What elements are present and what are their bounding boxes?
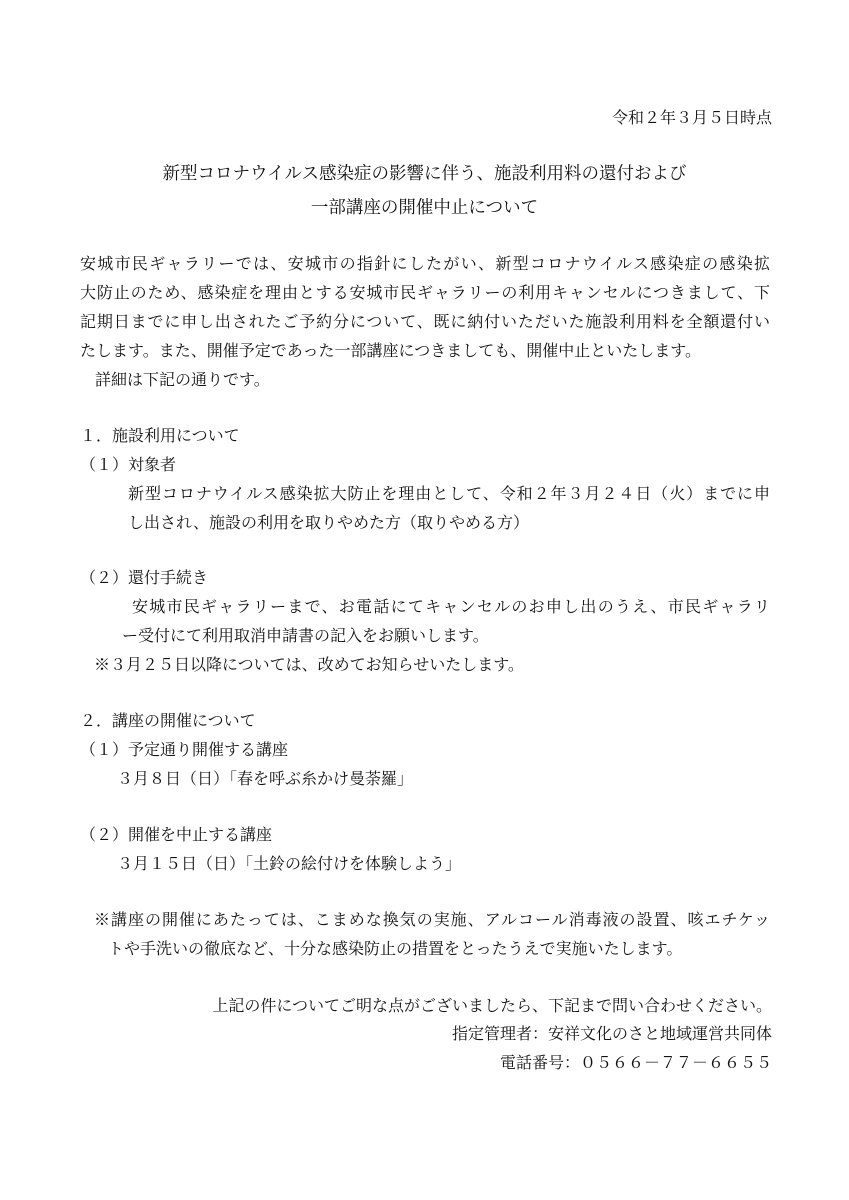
section2-sub2-item: ３月１５日（日）「土鈴の絵付けを体験しよう」 [117,854,462,873]
section1-heading: １．施設利用について [80,426,240,445]
intro-line-1: 安城市民ギャラリーでは、安城市の指針にしたがい、新型コロナウイルス感染症の感染拡 [80,254,770,273]
title-line-2: 一部講座の開催中止について [310,198,539,218]
section1-sub1-line-2: し出され、施設の利用を取りやめた方（取りやめる方） [128,513,529,532]
contact-inquiry: 上記の件についてご明な点がございましたら、下記まで問い合わせください。 [212,996,772,1015]
section1-sub2-line-1: 安城市民ギャラリーまで、お電話にてキャンセルのお申し出のうえ、市民ギャラリ [132,597,770,616]
intro-line-4: たします。また、開催予定であった一部講座につきましても、開催中止といたします。 [80,341,701,360]
date-stamp: 令和２年３月５日時点 [611,108,772,127]
intro-details: 詳細は下記の通りです。 [95,370,270,389]
contact-manager: 指定管理者：安祥文化のさと地域運営共同体 [451,1024,772,1043]
section1-sub1-line-1: 新型コロナウイルス感染拡大防止を理由として、令和２年３月２４日（火）までに申 [128,484,770,503]
intro-line-2: 大防止のため、感染症を理由とする安城市民ギャラリーの利用キャンセルにつきまして、下 [80,283,770,302]
section2-sub1-item: ３月８日（日）「春を呼ぶ糸かけ曼荼羅」 [117,769,414,788]
section1-note: ※３月２５日以降については、改めてお知らせいたします。 [94,655,524,674]
section2-note-line-1: ※講座の開催にあたっては、こまめな換気の実施、アルコール消毒液の設置、咳エチケッ [94,910,770,929]
contact-phone: 電話番号：０５６６－７７－６６５５ [499,1053,772,1072]
section1-sub1-heading: （１）対象者 [80,455,177,474]
section2-note-line-2: トや手洗いの徹底など、十分な感染防止の措置をとったうえで実施いたします。 [108,939,683,958]
title-line-1: 新型コロナウイルス感染症の影響に伴う、施設利用料の還付および [162,164,687,184]
section2-heading: ２．講座の開催について [80,711,256,730]
section1-sub2-heading: （２）還付手続き [80,568,209,587]
section1-sub2-line-2: ー受付にて利用取消申請書の記入をお願いします。 [122,626,489,645]
section2-sub1-heading: （１）予定通り開催する講座 [80,740,289,759]
section2-sub2-heading: （２）開催を中止する講座 [80,825,273,844]
intro-line-3: 記期日までに申し出されたご予約分について、既に納付いただいた施設利用料を全額還付い [80,312,770,331]
